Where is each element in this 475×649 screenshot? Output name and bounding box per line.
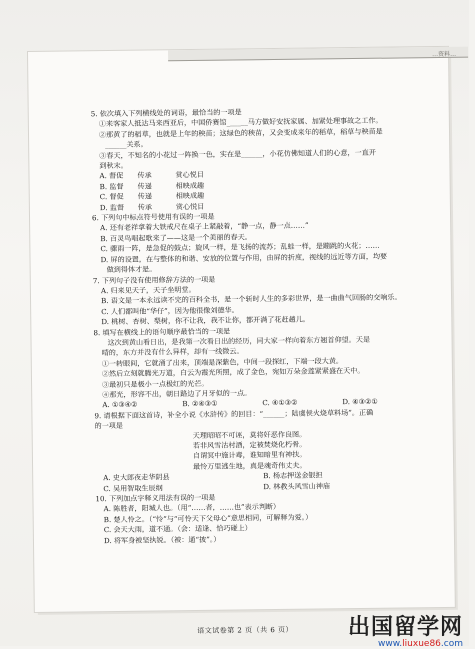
- poem-line: 天理昭昭不可诬，莫将奸恶作良图。: [192, 429, 307, 440]
- question-9: [94, 407, 440, 494]
- sentence: ③春天，不知名的小花过一阵换一色，实在是______，小花仿佛知道人们的心意，一直开: [99, 147, 376, 160]
- option-d: D. 将军身被坚执锐。（被：通“披”。）: [103, 534, 221, 545]
- question-stem-continued: 的一项是: [94, 421, 124, 431]
- passage-continued: 晴的，东方并没有什么异样，却有一线微云。: [101, 346, 244, 358]
- option-d: D. 屏的设置，在与整体的和谐、安放的位置与作用，由屏的折度，视线的远近等方面，均要: [100, 251, 388, 264]
- question-stem: 7. 下列句子没有使用修辞方法的一项是: [92, 274, 216, 285]
- option-d: D. 桃树、杏树、梨树，你不让我，我不让你，都开满了花赶趟儿。: [101, 314, 310, 327]
- sentence-1: ①一转眼间，它就涌了出来，顶端是深紫色，中间一段探红，下端一段大黄。: [101, 355, 344, 368]
- question-stem: 8. 填写在横线上的语句顺序最恰当的一项是: [93, 326, 231, 337]
- option-c: C. 人们都叫他“华仔”，因为他很像刘德华。: [101, 305, 239, 316]
- sentence-4: ④那光，形容不出，朝日路边了月牙似的一点。: [102, 388, 252, 400]
- option-row: A. 督促 传承 赏心悦目: [99, 170, 204, 181]
- option-b: B. 百灵鸟唱起歌来了——这是一个美丽的春天。: [100, 232, 252, 244]
- poem-line: 最怜万里逃生地，真是魂奇伟丈夫。: [193, 460, 307, 471]
- sentence: ①来客家人抵达马来西亚后，中国侨赛馆______马方做好安抚家属、加紧处理事故之工作。: [98, 116, 383, 129]
- option-row: D. 监督 传承 赏心悦目: [99, 201, 205, 212]
- option-d-continued: 做到得体才是。: [106, 264, 157, 275]
- sentence-2: ②然后立刻就腾光万道，白云为霞光所照，成了金色，宛如万朵金莲紧紧盛在天中。: [101, 366, 365, 379]
- question-5: [91, 105, 437, 213]
- exam-content: [91, 105, 441, 546]
- option-c: C. 会天大雨，道不通。（会：适逢、恰巧碰上）: [103, 523, 252, 535]
- sentence-continued: 到秋末。: [99, 160, 128, 171]
- corner-tag: …资料…: [432, 50, 457, 59]
- question-stem: 6. 下列句中标点符号使用有误的一项是: [91, 211, 215, 223]
- option-row: B. 监督 传递 相映成趣: [99, 180, 205, 191]
- option-row: C. 督促 传递 相映成趣: [99, 191, 205, 202]
- option-b: B. 语文是一本永远读不完的百科全书，是一个斩时人生的多彩世界，是一曲曲气回肠的交响乐。: [100, 292, 402, 306]
- question-7: [93, 272, 439, 328]
- brand-url[interactable]: www.liuxue86.com: [378, 639, 463, 649]
- question-stem: 9. 请根据下面这首诗，补全小说《水浒传》的回目：“______；陆虞侯火烧草料场”。正确: [94, 407, 374, 420]
- option-row: A. 史大郎夜走华阴县 B. 杨志押送金银担: [103, 470, 323, 483]
- stacked-page-edge: [168, 47, 468, 62]
- option-a: A. 归来见天子，天子坐明堂。: [100, 284, 196, 296]
- option-c: C. 骤雨一阵，是急促的鼓点；旋风一样，是飞扬的流苏；乱蛙一样，是蹦跳的火花；……: [100, 241, 380, 254]
- sentence-3: ③最初只是极小一点极红的光芒。: [102, 378, 209, 389]
- brand-logo: 出国留学网: [347, 615, 463, 640]
- question-10: [95, 490, 441, 546]
- brand-watermark: [343, 610, 463, 649]
- sentence: ②那黄了的稻草，也就是上年的秧苗；这绿色的秧苗，又会变成来年的稻草，稻草与秧苗是: [98, 126, 383, 139]
- question-8: [93, 324, 439, 411]
- option-a: A. 还有老祥拿着大铁戒尺在桌子上紧敲着，“静一点，静一点……”: [100, 221, 309, 233]
- passage: 这次到黄山看日出，是我第一次看日出的经历，同大家一样向着东方翘首仰望。天是: [107, 334, 371, 347]
- sentence-continued: ______关系。: [105, 139, 148, 150]
- question-stem: 5. 依次填入下列横线处的词语，最恰当的一项是: [90, 107, 242, 119]
- poem-line: 自谓冥中施计毒，谁知暗里有神扶。: [192, 450, 307, 461]
- question-6: [92, 209, 438, 276]
- option-row: C. 吴用智取生辰纲 D. 林教头风雪山神庙: [103, 480, 331, 493]
- option-row: A. ①③④② B. ②④③① C. ④①③② D. ④③②①: [102, 397, 378, 410]
- poem-line: 若非风雪沽村酒，定被焚烧化朽骨。: [192, 439, 307, 451]
- page-footer: 语文试卷第 2 页（共 6 页）: [197, 625, 294, 635]
- option-b: B. 楚人怜之。（“怜”与“可怜天下父母心”意思相同，可解释为爱。）: [103, 512, 313, 524]
- option-a: A. 陈胜者，阳城人也。（用“……者，……也”表示判断）: [103, 502, 281, 514]
- question-stem: 10. 下列加点字释义用法有误的一项是: [95, 492, 216, 504]
